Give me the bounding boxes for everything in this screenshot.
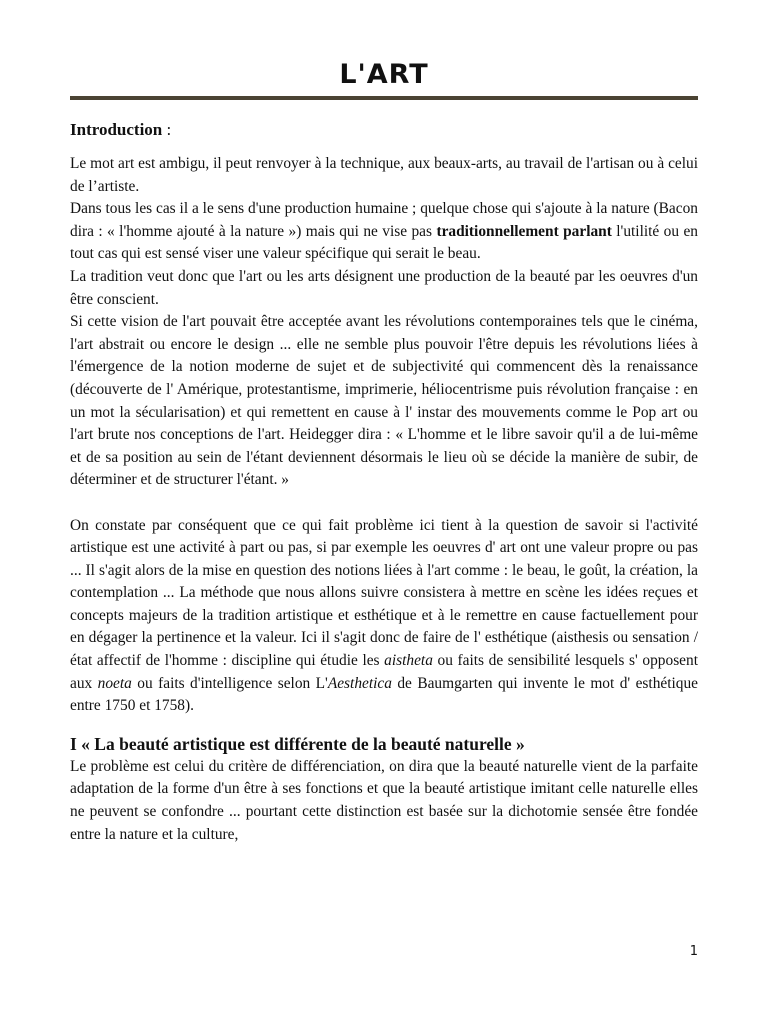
paragraph-4: Si cette vision de l'art pouvait être acceptée avant les révolutions contemporaines tels que le cinéma, l'art abstrait ou encore le design ... elle ne semble plus pouvoir l'être depuis les révolutions liées à l'émergence de la notion moderne de sujet et de subjectivité qui commencent dès la renaissance (découverte de l' Amérique, protestantisme, imprimerie, héliocentrisme puis révolution française : en un mot la sécularisation) et qui remettent en cause à l' instar des mouvements comme le Pop art ou l'art brute nos conceptions de l'art. Heidegger dira : « L'homme et le libre savoir qu'il a de lui-même et de sa position au sein de l'étant deviennent désormais le lieu où se décide la manière de subir, de déterminer et de structurer l'étant. »	[70, 313, 698, 489]
paragraph-5-text-b: ou faits de sensibilité lesquels s' opposent aux	[70, 652, 698, 692]
document-page	[70, 0, 698, 1024]
paragraph-2-text-b: l'utilité ou en tout cas qui est sensé viser une valeur spécifique qui serait le beau.	[70, 222, 699, 263]
intro-heading-text: Introduction	[70, 120, 163, 139]
paragraph-gap	[70, 492, 698, 515]
paragraph-5-italic-aistheta: aistheta	[384, 652, 433, 670]
paragraph-2-text-a: Dans tous les cas il a le sens d'une production humaine ; quelque chose qui s'ajoute à la nature (Bacon dira : « l'homme ajouté à la nature ») mais qui ne vise pas	[70, 200, 698, 240]
section-1-title: I « La beauté artistique est différente de la beauté naturelle »	[70, 733, 525, 754]
paragraph-5-text-d: de Baumgarten qui invente le mot d' esthétique entre 1750 et 1758).	[70, 674, 698, 715]
paragraph-5	[70, 515, 698, 718]
paragraph-1: Le mot art est ambigu, il peut renvoyer à la technique, aux beaux-arts, au travail de l'artisan ou à celui de l’artiste.	[70, 155, 698, 195]
paragraph-6: Le problème est celui du critère de différenciation, on dira que la beauté naturelle vient de la parfaite adaptation de la forme d'un être à ses fonctions et que la beauté artistique imitant celle naturelle elles ne peuvent se confondre ... pourtant cette distinction est basée sur la dichotomie sensée être fondée entre la nature et la culture,	[70, 757, 698, 843]
paragraph-3: La tradition veut donc que l'art ou les arts désignent une production de la beauté par les oeuvres d'un être conscient.	[70, 267, 698, 308]
intro-body	[70, 153, 698, 718]
paragraph-5-text-a: On constate par conséquent que ce qui fait problème ici tient à la question de savoir si l'activité artistique est une activité à part ou pas, si par exemple les oeuvres d' art ont une valeur propre ou pas ... Il s'agit alors de la mise en question des notions liées à l'art comme : le beau, le goût, la création, la contemplation ... La méthode que nous allons suivre consistera à mettre en scène les idées reçues et concepts majeurs de la tradition artistique et esthétique et à le remettre en cause factuellement pour en dégager la pertinence et la valeur. Ici il s'agit donc de faire de l' esthétique (aisthesis ou sensation /état affectif de l'homme : discipline qui étudie les	[70, 516, 698, 670]
page-number: 1	[689, 944, 698, 959]
paragraph-2-bold: traditionnellement parlant	[436, 222, 612, 240]
section-1-body	[70, 756, 698, 846]
document-title: L'ART	[339, 59, 429, 90]
intro-heading	[70, 117, 698, 143]
paragraph-5-italic-noeta: noeta	[97, 674, 132, 692]
intro-heading-colon: :	[162, 120, 172, 139]
paragraph-5-italic-aesthetica: Aesthetica	[327, 674, 392, 692]
title-divider	[70, 96, 698, 100]
paragraph-5-text-c: ou faits d'intelligence selon L'	[131, 674, 328, 692]
paragraph-2	[70, 198, 698, 266]
